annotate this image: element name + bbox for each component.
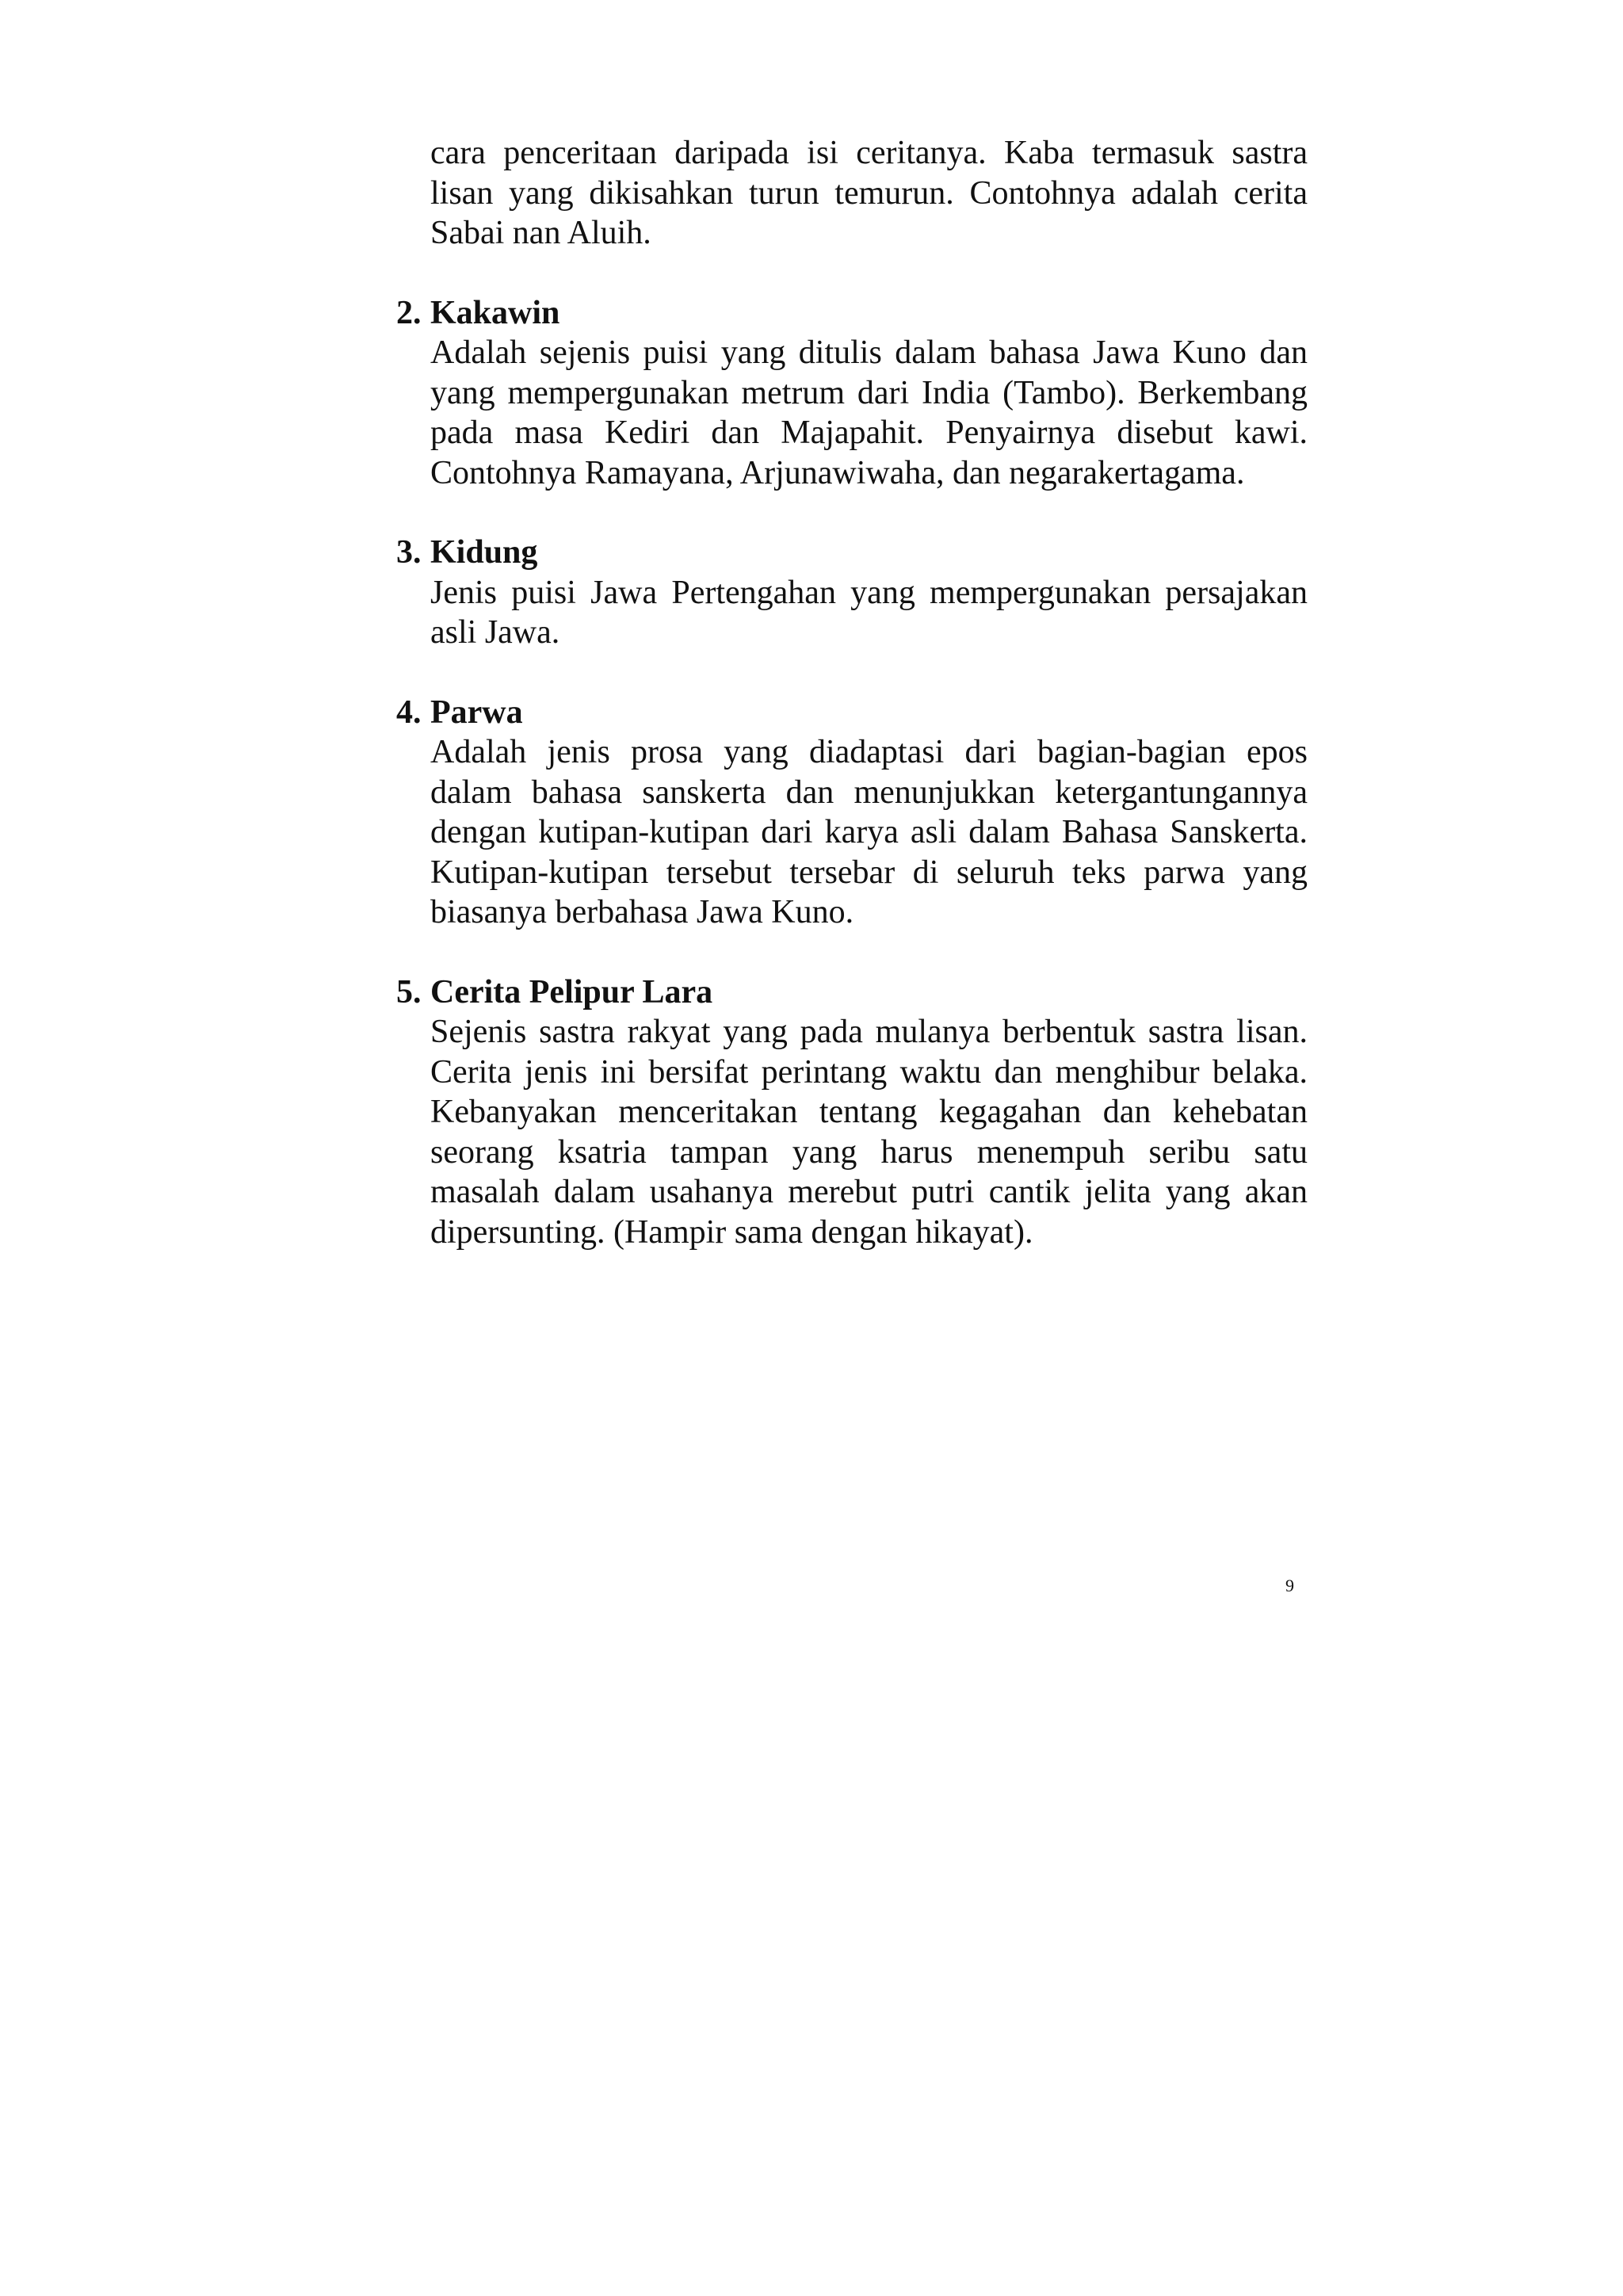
section-paragraph: Jenis puisi Jawa Pertengahan yang mempergunakan persajakan asli Jawa. [430,574,1308,651]
section-kidung [396,533,1308,653]
section-title: Cerita Pelipur Lara [430,973,713,1010]
intro-paragraph: cara penceritaan daripada isi ceritanya. Kaba termasuk sastra lisan yang dikisahkan turun temurun. Contohnya adalah cerita Sabai nan Aluih. [430,135,1308,251]
section-heading [396,533,1308,573]
section-paragraph: Sejenis sastra rakyat yang pada mulanya berbentuk sastra lisan. Cerita jenis ini bersifat perintang waktu dan menghibur belaka. Kebanyakan menceritakan tentang kegagahan dan kehebatan seorang ksatria tampan yang harus menempuh seribu satu masalah dalam usahanya merebut putri cantik jelita yang akan dipersunting. (Hampir sama dengan hikayat). [430,1014,1308,1251]
section-cerita-pelipur-lara [396,972,1308,1253]
page-content [396,133,1308,1252]
section-title: Kidung [430,534,538,571]
section-kakawin [396,293,1308,494]
section-title: Kakawin [430,294,560,331]
section-number: 3. [396,534,422,571]
section-heading [396,972,1308,1013]
section-number: 4. [396,693,422,731]
section-heading [396,293,1308,334]
section-paragraph: Adalah jenis prosa yang diadaptasi dari bagian-bagian epos dalam bahasa sanskerta dan menunjukkan ketergantungannya dengan kutipan-kutipan dari karya asli dalam Bahasa Sanskerta. Kutipan-kutipan tersebut tersebar di seluruh teks parwa yang biasanya berbahasa Jawa Kuno. [430,734,1308,930]
page-number: 9 [1285,1576,1294,1595]
section-heading [396,693,1308,733]
section-number: 2. [396,294,422,331]
section-paragraph: Adalah sejenis puisi yang ditulis dalam bahasa Jawa Kuno dan yang mempergunakan metrum dari India (Tambo). Berkembang pada masa Kediri dan Majapahit. Penyairnya disebut kawi. Contohnya Ramayana, Arjunawiwaha, dan negarakertagama. [430,334,1308,491]
section-number: 5. [396,973,422,1010]
section-parwa [396,693,1308,933]
section-title: Parwa [430,693,523,731]
